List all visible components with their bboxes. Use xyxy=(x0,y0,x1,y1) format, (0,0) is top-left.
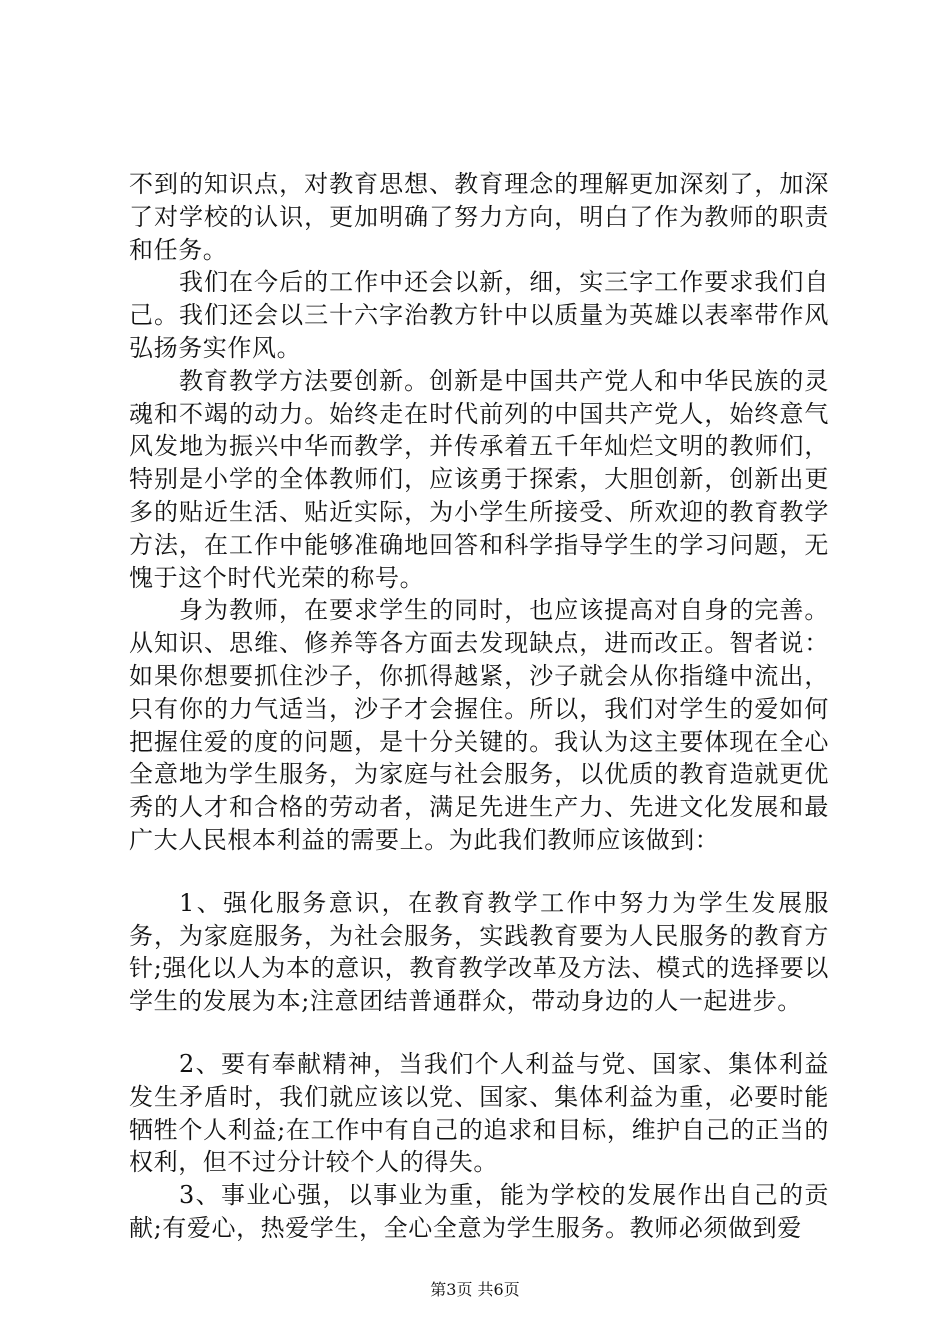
list-item-service-awareness: 1、强化服务意识，在教育教学工作中努力为学生发展服务，为家庭服务，为社会服务，实践教育要为人民服务的教育方针;强化以人为本的意识，教育教学改革及方法、模式的选择要以学生的发展为本;注意团结普通群众，带动身边的人一起进步。 xyxy=(129,888,829,1016)
paragraph-teaching-innovation: 教育教学方法要创新。创新是中国共产党人和中华民族的灵魂和不竭的动力。始终走在时代前列的中国共产党人，始终意气风发地为振兴中华而教学，并传承着五千年灿烂文明的教师们，特别是小学的全体教师们，应该勇于探索，大胆创新，创新出更多的贴近生活、贴近实际，为小学生所接受、所欢迎的教育教学方法，在工作中能够准确地回答和科学指导学生的学习问题，无愧于这个时代光荣的称号。 xyxy=(129,366,829,592)
list-item-career-commitment: 3、事业心强，以事业为重，能为学校的发展作出自己的贡献;有爱心，热爱学生，全心全意为学生服务。教师必须做到爱 xyxy=(129,1181,829,1242)
paragraph-work-requirements: 我们在今后的工作中还会以新，细，实三字工作要求我们自己。我们还会以三十六字治教方针中以质量为英雄以表率带作风弘扬务实作风。 xyxy=(129,268,829,362)
paragraph-continuation: 不到的知识点，对教育思想、教育理念的理解更加深刻了，加深了对学校的认识，更加明确了努力方向，明白了作为教师的职责和任务。 xyxy=(129,170,829,264)
list-item-dedication: 2、要有奉献精神，当我们个人利益与党、国家、集体利益发生矛盾时，我们就应该以党、国家、集体利益为重，必要时能牺牲个人利益;在工作中有自己的追求和目标，维护自己的正当的权利，但不过分计较个人的得失。 xyxy=(129,1049,829,1177)
document-body xyxy=(129,168,829,1245)
page-number-footer: 第3页 共6页 xyxy=(430,1280,520,1299)
paragraph-self-improvement: 身为教师，在要求学生的同时，也应该提高对自身的完善。从知识、思维、修养等各方面去发现缺点，进而改正。智者说：如果你想要抓住沙子，你抓得越紧，沙子就会从你指缝中流出，只有你的力气适当，沙子才会握住。所以，我们对学生的爱如何把握住爱的度的问题，是十分关键的。我认为这主要体现在全心全意地为学生服务，为家庭与社会服务，以优质的教育造就更优秀的人才和合格的劳动者，满足先进生产力、先进文化发展和最广大人民根本利益的需要上。为此我们教师应该做到： xyxy=(129,596,829,854)
